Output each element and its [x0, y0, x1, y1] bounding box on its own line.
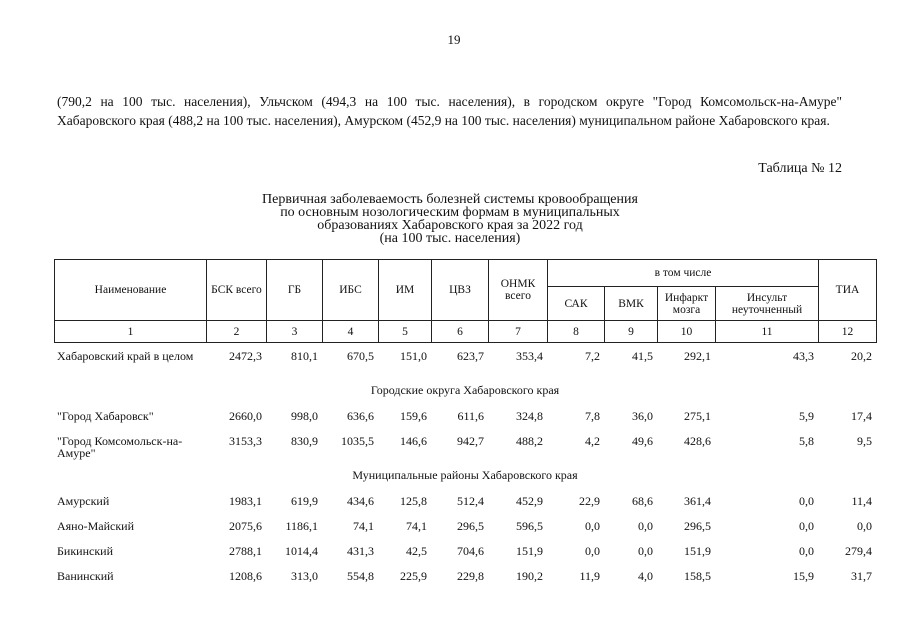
col-number: 6 — [432, 321, 489, 343]
col-number: 9 — [605, 321, 658, 343]
cell-value: 2075,6 — [229, 519, 262, 533]
cell-value: 292,1 — [684, 349, 711, 363]
cell-value: 1035,5 — [341, 434, 374, 448]
cell-value: 151,0 — [400, 349, 427, 363]
cell-value: 42,5 — [406, 544, 427, 558]
cell-value: 4,2 — [585, 434, 600, 448]
cell-value: 36,0 — [632, 409, 653, 423]
cell-value: 0,0 — [638, 544, 653, 558]
cell-value: 2472,3 — [229, 349, 262, 363]
cell-value: 942,7 — [457, 434, 484, 448]
cell-value: 9,5 — [857, 434, 872, 448]
col-number: 12 — [819, 321, 877, 343]
cell-value: 1186,1 — [285, 519, 318, 533]
table-body — [54, 350, 876, 595]
cell-value: 670,5 — [347, 349, 374, 363]
col-number: 11 — [716, 321, 819, 343]
col-sak-header: САК — [548, 287, 605, 321]
col-including-header: в том числе — [548, 260, 819, 287]
cell-value: 361,4 — [684, 494, 711, 508]
caption-line-3: образованиях Хабаровского края за 2022 год — [317, 218, 583, 233]
cell-value: 296,5 — [684, 519, 711, 533]
cell-value: 190,2 — [516, 569, 543, 583]
cell-value: 324,8 — [516, 409, 543, 423]
cell-value: 3153,3 — [229, 434, 262, 448]
cell-value: 1014,4 — [285, 544, 318, 558]
col-number: 5 — [379, 321, 432, 343]
cell-value: 596,5 — [516, 519, 543, 533]
col-number: 2 — [207, 321, 267, 343]
cell-value: 17,4 — [851, 409, 872, 423]
caption-line-2: по основным нозологическим формам в муниципальных — [280, 205, 620, 220]
cell-value: 7,8 — [585, 409, 600, 423]
row-name: Хабаровский край в целом — [57, 349, 194, 363]
cell-value: 810,1 — [291, 349, 318, 363]
row-name: Ванинский — [57, 569, 114, 583]
cell-value: 159,6 — [400, 409, 427, 423]
caption-line-4: (на 100 тыс. населения) — [379, 231, 521, 246]
cell-value: 512,4 — [457, 494, 484, 508]
row-name: "Город Хабаровск" — [57, 409, 154, 423]
section-row — [54, 465, 876, 495]
cell-value: 31,7 — [851, 569, 872, 583]
cell-value: 15,9 — [793, 569, 814, 583]
cell-value: 74,1 — [406, 519, 427, 533]
cell-value: 1983,1 — [229, 494, 262, 508]
table-row — [54, 570, 876, 595]
cell-value: 49,6 — [632, 434, 653, 448]
cell-value: 41,5 — [632, 349, 653, 363]
table-row — [54, 495, 876, 520]
col-number: 4 — [323, 321, 379, 343]
cell-value: 431,3 — [347, 544, 374, 558]
cell-value: 2788,1 — [229, 544, 262, 558]
cell-value: 0,0 — [799, 519, 814, 533]
col-number: 1 — [55, 321, 207, 343]
cell-value: 488,2 — [516, 434, 543, 448]
row-name: Бикинский — [57, 544, 113, 558]
cell-value: 7,2 — [585, 349, 600, 363]
col-gb-header: ГБ — [267, 260, 323, 321]
cell-value: 43,3 — [793, 349, 814, 363]
col-im-header: ИМ — [379, 260, 432, 321]
cell-value: 0,0 — [585, 544, 600, 558]
table-row — [54, 520, 876, 545]
table-label: Таблица № 12 — [758, 161, 842, 176]
cell-value: 11,9 — [579, 569, 600, 583]
cell-value: 74,1 — [353, 519, 374, 533]
col-number: 7 — [489, 321, 548, 343]
cell-value: 151,9 — [684, 544, 711, 558]
intro-paragraph: (790,2 на 100 тыс. населения), Ульчском (494,3 на 100 тыс. населения), в городском округе "Город Комсомольск-на-Амуре" Хабаровского края (488,2 на 100 тыс. населения), Амурском (452,9 на 100 тыс. населения) муниципальном районе Хабаровского края. — [57, 94, 842, 128]
table-caption — [180, 193, 720, 245]
cell-value: 428,6 — [684, 434, 711, 448]
col-vmk-header: ВМК — [605, 287, 658, 321]
cell-value: 611,6 — [457, 409, 484, 423]
col-insult-header: Инсульт неуточненный — [716, 287, 819, 321]
col-number: 8 — [548, 321, 605, 343]
cell-value: 125,8 — [400, 494, 427, 508]
cell-value: 0,0 — [799, 494, 814, 508]
cell-value: 279,4 — [845, 544, 872, 558]
table-header — [54, 259, 877, 343]
column-number-row — [55, 321, 877, 343]
cell-value: 353,4 — [516, 349, 543, 363]
table-row — [54, 410, 876, 435]
cell-value: 4,0 — [638, 569, 653, 583]
cell-value: 1208,6 — [229, 569, 262, 583]
col-bsk-header: БСК всего — [207, 260, 267, 321]
row-name: Аяно-Майский — [57, 519, 135, 533]
section-row — [54, 380, 876, 410]
col-number: 3 — [267, 321, 323, 343]
cell-value: 146,6 — [400, 434, 427, 448]
cell-value: 11,4 — [851, 494, 872, 508]
cell-value: 5,9 — [799, 409, 814, 423]
section-title: Городские округа Хабаровского края — [370, 383, 560, 397]
cell-value: 830,9 — [291, 434, 318, 448]
col-onmk-header: ОНМК всего — [489, 260, 548, 321]
cell-value: 0,0 — [857, 519, 872, 533]
cell-value: 636,6 — [347, 409, 374, 423]
cell-value: 554,8 — [347, 569, 374, 583]
cell-value: 434,6 — [347, 494, 374, 508]
cell-value: 296,5 — [457, 519, 484, 533]
cell-value: 313,0 — [291, 569, 318, 583]
cell-value: 0,0 — [585, 519, 600, 533]
row-name: "Город Комсомольск-на-Амуре" — [57, 434, 183, 460]
page-number: 19 — [447, 32, 461, 47]
col-cvz-header: ЦВЗ — [432, 260, 489, 321]
cell-value: 158,5 — [684, 569, 711, 583]
cell-value: 623,7 — [457, 349, 484, 363]
cell-value: 151,9 — [516, 544, 543, 558]
cell-value: 229,8 — [457, 569, 484, 583]
col-number: 10 — [658, 321, 716, 343]
table-row — [54, 545, 876, 570]
section-title: Муниципальные районы Хабаровского края — [352, 468, 578, 482]
col-infarkt-header: Инфаркт мозга — [658, 287, 716, 321]
cell-value: 5,8 — [799, 434, 814, 448]
cell-value: 275,1 — [684, 409, 711, 423]
cell-value: 225,9 — [400, 569, 427, 583]
cell-value: 2660,0 — [229, 409, 262, 423]
cell-value: 452,9 — [516, 494, 543, 508]
cell-value: 20,2 — [851, 349, 872, 363]
col-ibs-header: ИБС — [323, 260, 379, 321]
cell-value: 998,0 — [291, 409, 318, 423]
cell-value: 22,9 — [579, 494, 600, 508]
col-name-header: Наименование — [55, 260, 207, 321]
cell-value: 0,0 — [638, 519, 653, 533]
row-name: Амурский — [57, 494, 110, 508]
cell-value: 68,6 — [632, 494, 653, 508]
cell-value: 704,6 — [457, 544, 484, 558]
caption-line-1: Первичная заболеваемость болезней системы кровообращения — [262, 192, 638, 207]
table-row — [54, 350, 876, 380]
table-row — [54, 435, 876, 465]
col-tia-header: ТИА — [819, 260, 877, 321]
cell-value: 0,0 — [799, 544, 814, 558]
cell-value: 619,9 — [291, 494, 318, 508]
